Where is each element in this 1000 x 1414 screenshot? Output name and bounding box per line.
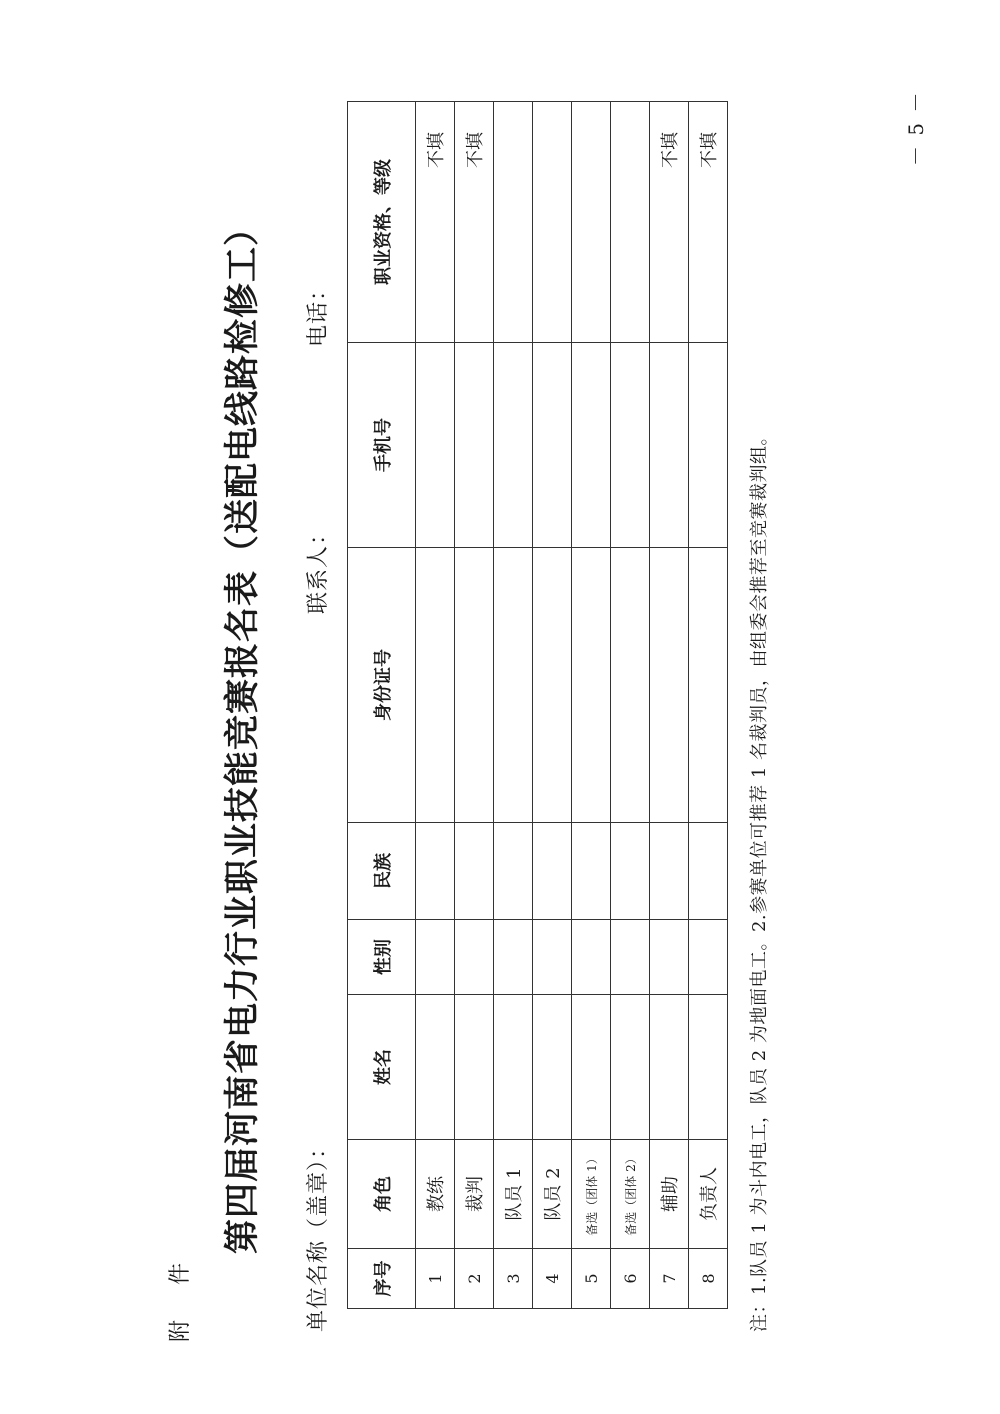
table-row [533,102,572,1309]
page-number: － 5 － [904,90,928,166]
mobile-cell[interactable] [533,343,572,548]
row-number: 1 [416,1249,455,1309]
qualification-cell: 不填 [416,102,455,343]
mobile-cell[interactable] [650,343,689,548]
column-header: 职业资格、等级 [348,102,416,343]
table-row [455,102,494,1309]
row-number: 2 [455,1249,494,1309]
ethnicity-cell[interactable] [416,823,455,920]
qualification-cell: 不填 [689,102,728,343]
name-cell[interactable] [689,995,728,1140]
gender-cell[interactable] [572,920,611,995]
id-number-cell[interactable] [455,548,494,823]
role-cell: 备选（团体 2） [611,1140,650,1249]
qualification-cell[interactable] [572,102,611,343]
table-row [572,102,611,1309]
column-header: 性别 [348,920,416,995]
qualification-cell: 不填 [455,102,494,343]
column-header: 手机号 [348,343,416,548]
id-number-cell[interactable] [416,548,455,823]
contact-person-label: 联系人： [306,521,331,614]
qualification-cell[interactable] [611,102,650,343]
column-header: 民族 [348,823,416,920]
name-cell[interactable] [494,995,533,1140]
role-cell: 队员 2 [533,1140,572,1249]
id-number-cell[interactable] [572,548,611,823]
name-cell[interactable] [650,995,689,1140]
role-cell: 裁判 [455,1140,494,1249]
gender-cell[interactable] [416,920,455,995]
row-number: 5 [572,1249,611,1309]
table-header-row [348,102,416,1309]
unit-name-label: 单位名称（盖章）： [306,1135,331,1332]
id-number-cell[interactable] [494,548,533,823]
id-number-cell[interactable] [611,548,650,823]
mobile-cell[interactable] [572,343,611,548]
ethnicity-cell[interactable] [572,823,611,920]
name-cell[interactable] [611,995,650,1140]
qualification-cell[interactable] [494,102,533,343]
row-number: 3 [494,1249,533,1309]
role-cell: 辅助 [650,1140,689,1249]
column-header: 角色 [348,1140,416,1249]
attachment-label: 附 件 [168,1249,193,1342]
registration-table [347,101,728,1309]
role-cell: 负责人 [689,1140,728,1249]
role-cell: 备选（团体 1） [572,1140,611,1249]
gender-cell[interactable] [533,920,572,995]
qualification-cell[interactable] [533,102,572,343]
ethnicity-cell[interactable] [455,823,494,920]
row-number: 7 [650,1249,689,1309]
name-cell[interactable] [533,995,572,1140]
row-number: 6 [611,1249,650,1309]
gender-cell[interactable] [455,920,494,995]
column-header: 序号 [348,1249,416,1309]
mobile-cell[interactable] [494,343,533,548]
gender-cell[interactable] [650,920,689,995]
row-number: 8 [689,1249,728,1309]
ethnicity-cell[interactable] [689,823,728,920]
name-cell[interactable] [416,995,455,1140]
ethnicity-cell[interactable] [494,823,533,920]
ethnicity-cell[interactable] [650,823,689,920]
name-cell[interactable] [455,995,494,1140]
ethnicity-cell[interactable] [611,823,650,920]
name-cell[interactable] [572,995,611,1140]
page-title: 第四届河南省电力行业职业技能竞赛报名表（送配电线路检修工） [222,209,263,1254]
footnote: 注：1.队员 1 为斗内电工，队员 2 为地面电工。2.参赛单位可推荐 1 名裁判员，由组委会推荐至竞赛裁判组。 [749,426,770,1332]
gender-cell[interactable] [494,920,533,995]
table-row [416,102,455,1309]
qualification-cell: 不填 [650,102,689,343]
table-row [494,102,533,1309]
mobile-cell[interactable] [611,343,650,548]
id-number-cell[interactable] [650,548,689,823]
column-header: 身份证号 [348,548,416,823]
mobile-cell[interactable] [689,343,728,548]
gender-cell[interactable] [611,920,650,995]
table-row [650,102,689,1309]
table-row [689,102,728,1309]
row-number: 4 [533,1249,572,1309]
role-cell: 队员 1 [494,1140,533,1249]
mobile-cell[interactable] [455,343,494,548]
phone-label: 电话： [306,277,331,347]
id-number-cell[interactable] [689,548,728,823]
id-number-cell[interactable] [533,548,572,823]
ethnicity-cell[interactable] [533,823,572,920]
column-header: 姓名 [348,995,416,1140]
gender-cell[interactable] [689,920,728,995]
role-cell: 教练 [416,1140,455,1249]
mobile-cell[interactable] [416,343,455,548]
table-row [611,102,650,1309]
